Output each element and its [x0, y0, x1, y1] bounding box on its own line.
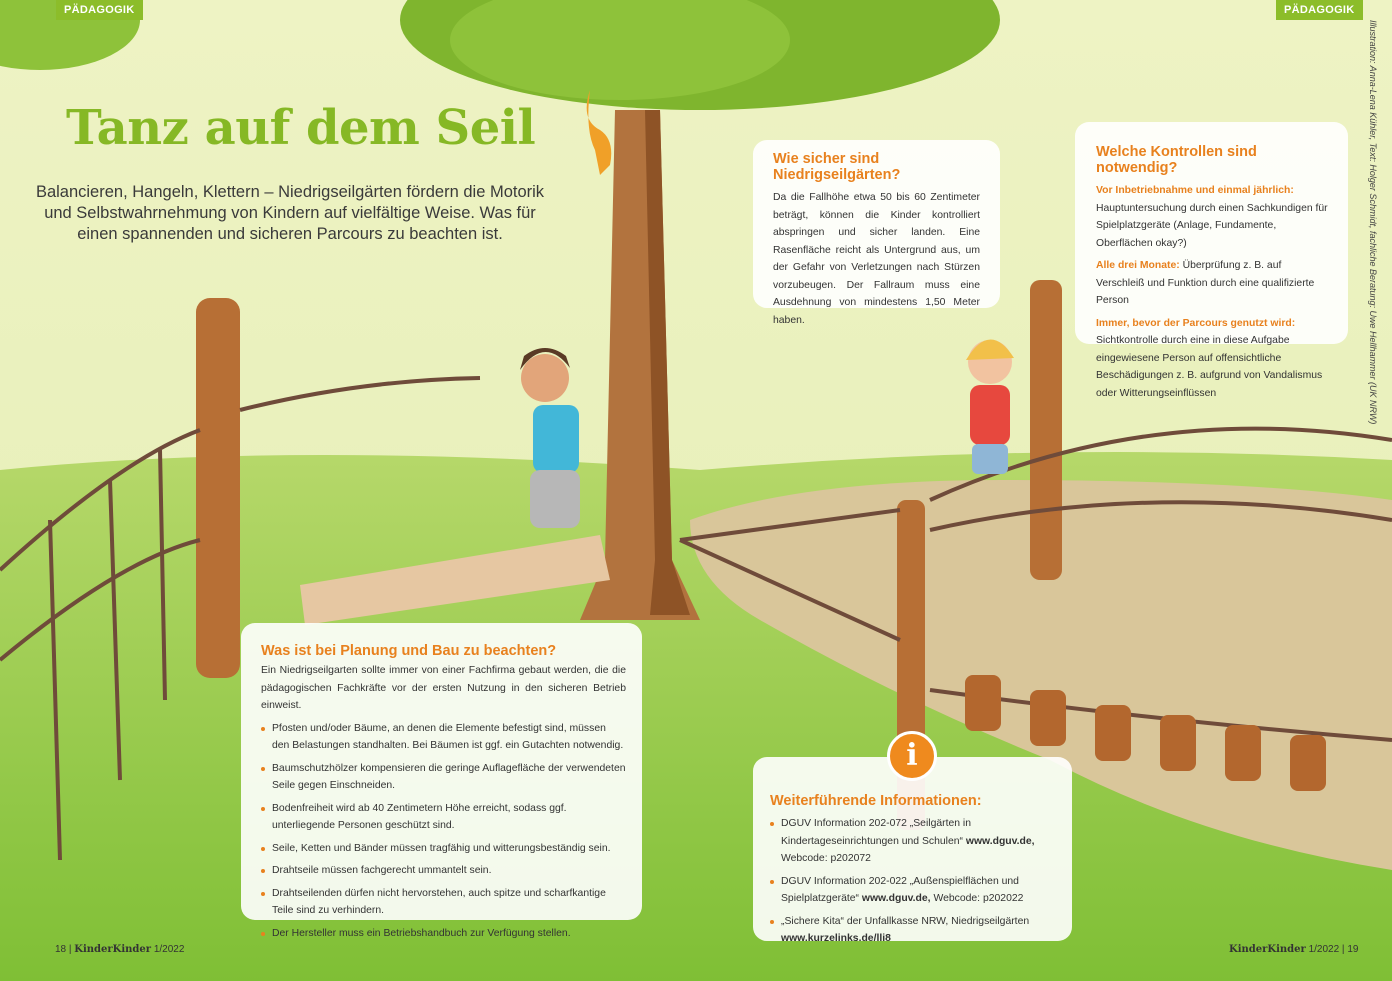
- info-item-webcode: Webcode: p202022: [933, 893, 1024, 904]
- controls-item-label: Alle drei Monate:: [1096, 260, 1180, 271]
- info-item-link[interactable]: www.kurzelinks.de/lli8: [781, 933, 891, 944]
- list-item: Drahtseilenden dürfen nicht hervorstehen, auch spitze und scharfkantige Teile sind zu verhindern.: [261, 885, 626, 920]
- planning-box: [241, 623, 642, 939]
- issue-left: 1/2022: [153, 944, 185, 955]
- controls-item-label: Immer, bevor der Parcours genutzt wird:: [1096, 317, 1296, 329]
- info-item-text: DGUV Information 202-072 „Seilgärten in Kindertageseinrichtungen und Schulen“: [781, 818, 972, 847]
- page-number-left: 18: [55, 944, 67, 955]
- section-tag-right: PÄDAGOGIK: [1276, 0, 1363, 20]
- footer-left: 18 | KinderKinder 1/2022: [55, 944, 185, 955]
- safety-box-text: Da die Fallhöhe etwa 50 bis 60 Zentimeter beträgt, können die Kinder kontrolliert abspringen und sicher landen. Eine Rasenfläche reicht als Untergrund aus, um der Gefahr von Verletzungen nach Stürzen vorzubeugen. Der Fallraum muss eine Ausdehnung von mindestens 1,50 Meter haben.: [773, 192, 980, 326]
- controls-item: [1096, 182, 1328, 252]
- article-title: Tanz auf dem Seil: [66, 100, 536, 156]
- safety-box: [753, 140, 1000, 326]
- safety-box-title: Wie sicher sind Niedrigseilgärten?: [773, 151, 901, 183]
- controls-item: [1096, 257, 1328, 310]
- controls-item-text: Hauptuntersuchung durch einen Sachkundigen für Spielplatzgeräte (Anlage, Fundamente, Oberflächen okay?): [1096, 202, 1328, 249]
- list-item: Baumschutzhölzer kompensieren die geringe Auflagefläche der verwendeten Seile gegen Einschneiden.: [261, 760, 626, 795]
- planning-box-intro: Ein Niedrigseilgarten sollte immer von einer Fachfirma gebaut werden, die die pädagogischen Fachkräfte vor der ersten Nutzung in den sicheren Betrieb einweist.: [261, 665, 626, 711]
- controls-item: [1096, 315, 1328, 403]
- list-item: [770, 913, 1056, 948]
- illustration-credit: Illustration: Anna-Lena Kühler, Text: Holger Schmidt, fachliche Beratung: Uwe Hellhammer (UK NRW): [1368, 20, 1378, 425]
- footer-right: KinderKinder 1/2022 | 19: [1229, 944, 1359, 955]
- list-item: Der Hersteller muss ein Betriebshandbuch zur Verfügung stellen.: [261, 925, 626, 943]
- controls-box: [1075, 122, 1348, 399]
- list-item: [770, 873, 1056, 908]
- list-item: Bodenfreiheit wird ab 40 Zentimetern Höhe erreicht, sodass ggf. unterliegende Personen geschützt sind.: [261, 800, 626, 835]
- section-tag-left: PÄDAGOGIK: [56, 0, 143, 20]
- list-item: Seile, Ketten und Bänder müssen tragfähig und witterungsbeständig sein.: [261, 840, 626, 858]
- magazine-name-right: KinderKinder: [1229, 944, 1306, 955]
- info-box: [753, 757, 1072, 944]
- issue-right: 1/2022: [1308, 944, 1340, 955]
- controls-item-text: Sichtkontrolle durch eine in diese Aufgabe eingewiesene Person auf offensichtliche Beschädigungen z. B. aufgrund von Vandalismus oder Witterungseinflüssen: [1096, 335, 1323, 399]
- list-item: [770, 815, 1056, 868]
- article-lead: Balancieren, Hangeln, Klettern – Niedrigseilgärten fördern die Motorik und Selbstwahrnehmung von Kindern auf vielfältige Weise. Was für einen spannenden und sicheren Parcours zu beachten ist.: [35, 183, 545, 243]
- controls-item-text: Überprüfung z. B. auf Verschleiß und Funktion durch eine qualifizierte Person: [1096, 260, 1315, 306]
- controls-box-title: Welche Kontrollen sind notwendig?: [1096, 144, 1257, 176]
- planning-box-title: Was ist bei Planung und Bau zu beachten?: [261, 643, 557, 659]
- info-item-text: DGUV Information 202-022 „Außenspielflächen und Spielplatzgeräte“: [781, 875, 1019, 904]
- info-icon: i: [887, 731, 937, 781]
- magazine-name-left: KinderKinder: [74, 944, 152, 955]
- info-item-link[interactable]: www.dguv.de,: [965, 835, 1035, 847]
- info-list: [770, 815, 1056, 948]
- planning-list: [261, 720, 626, 943]
- list-item: Drahtseile müssen fachgerecht ummantelt sein.: [261, 862, 626, 880]
- list-item: Pfosten und/oder Bäume, an denen die Elemente befestigt sind, müssen den Belastungen standhalten. Bei Bäumen ist ggf. ein Gutachten notwendig.: [261, 720, 626, 755]
- page-number-right: 19: [1347, 944, 1359, 955]
- info-item-link[interactable]: www.dguv.de,: [861, 893, 931, 904]
- controls-item-label: Vor Inbetriebnahme und einmal jährlich:: [1096, 185, 1294, 196]
- info-box-title: Weiterführende Informationen:: [770, 793, 982, 809]
- info-item-webcode: Webcode: p202072: [781, 853, 871, 864]
- info-item-text: „Sichere Kita“ der Unfallkasse NRW, Niedrigseilgärten: [781, 915, 1030, 927]
